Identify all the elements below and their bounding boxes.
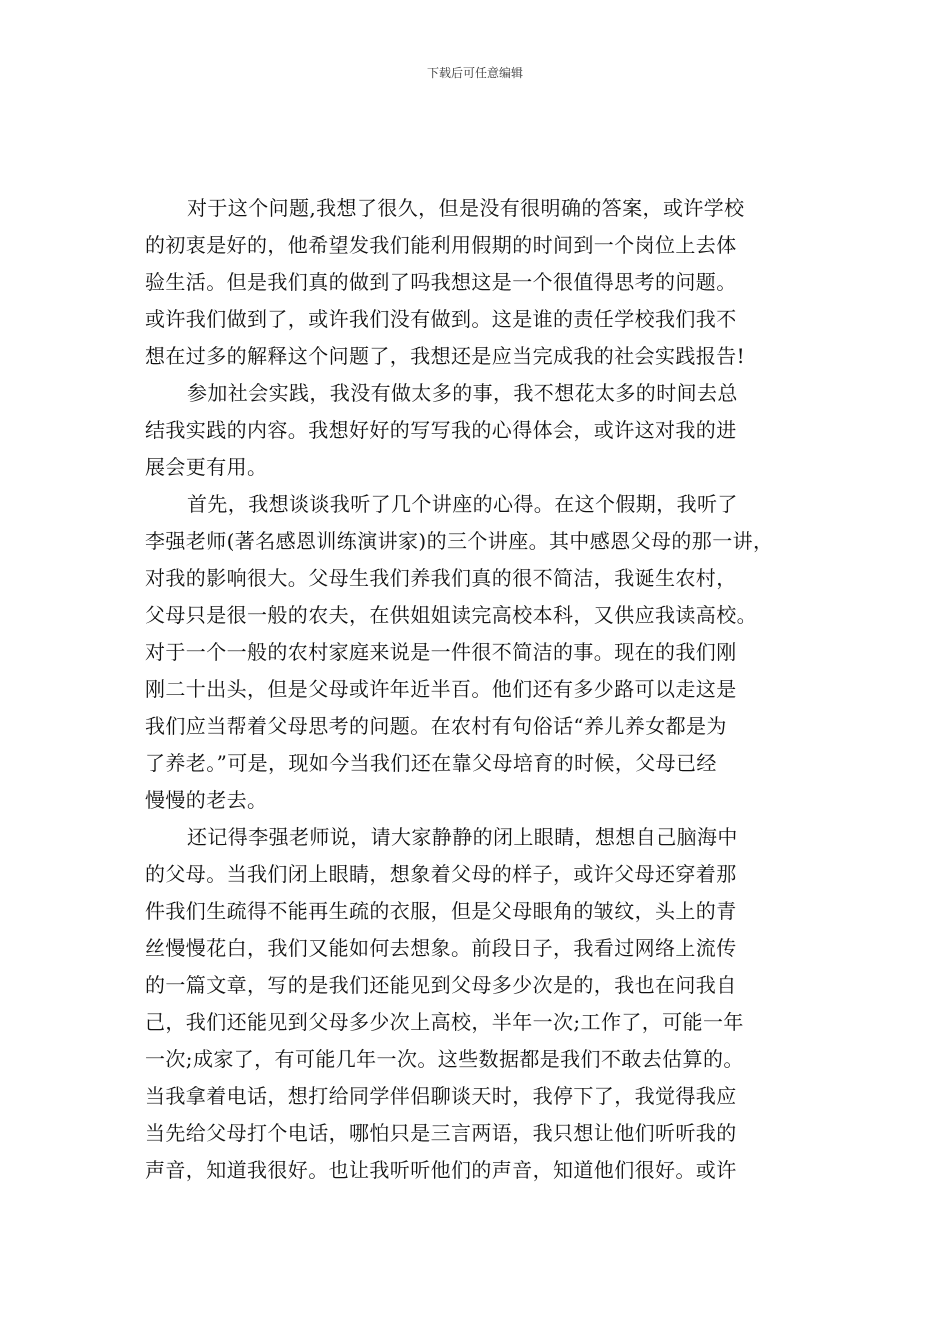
text-line: 的一篇文章，写的是我们还能见到父母多少次是的，我也在问我自 xyxy=(145,973,737,997)
document-body xyxy=(145,190,825,1189)
text-line: 慢慢的老去。 xyxy=(145,788,268,812)
text-line: 对于这个问题,我想了很久，但是没有很明确的答案，或许学校 xyxy=(187,196,745,220)
text-line: 验生活。但是我们真的做到了吗我想这是一个很值得思考的问题。 xyxy=(145,270,737,294)
text-line: 当先给父母打个电话，哪怕只是三言两语，我只想让他们听听我的 xyxy=(145,1121,737,1145)
text-line: 对我的影响很大。父母生我们养我们真的很不简洁，我诞生农村， xyxy=(145,566,737,590)
text-line: 的父母。当我们闭上眼睛，想象着父母的样子，或许父母还穿着那 xyxy=(145,862,737,886)
text-line: 结我实践的内容。我想好好的写写我的心得体会，或许这对我的进 xyxy=(145,418,737,442)
text-line: 的初衷是好的，他希望发我们能利用假期的时间到一个岗位上去体 xyxy=(145,233,737,257)
paragraph-1 xyxy=(145,190,825,375)
text-line: 对于一个一般的农村家庭来说是一件很不简洁的事。现在的我们刚 xyxy=(145,640,737,664)
paragraph-2 xyxy=(145,375,825,486)
text-line: 当我拿着电话，想打给同学伴侣聊谈天时，我停下了，我觉得我应 xyxy=(145,1084,737,1108)
text-line: 己，我们还能见到父母多少次上高校，半年一次;工作了，可能一年 xyxy=(145,1010,744,1034)
text-line: 李强老师(著名感恩训练演讲家)的三个讲座。其中感恩父母的那一讲， xyxy=(145,529,774,553)
text-line: 声音，知道我很好。也让我听听他们的声音，知道他们很好。或许 xyxy=(145,1158,737,1182)
text-line: 我们应当帮着父母思考的问题。在农村有句俗话“养儿养女都是为 xyxy=(145,714,727,738)
text-line: 想在过多的解释这个问题了，我想还是应当完成我的社会实践报告! xyxy=(145,344,746,368)
paragraph-4 xyxy=(145,819,825,1189)
text-line: 或许我们做到了，或许我们没有做到。这是谁的责任学校我们我不 xyxy=(145,307,737,331)
text-line: 件我们生疏得不能再生疏的衣服，但是父母眼角的皱纹，头上的青 xyxy=(145,899,737,923)
page-header: 下载后可任意编辑 xyxy=(426,66,523,80)
text-line: 参加社会实践，我没有做太多的事，我不想花太多的时间去总 xyxy=(187,381,738,405)
text-line: 展会更有用。 xyxy=(145,455,268,479)
text-line: 父母只是很一般的农夫，在供姐姐读完高校本科，又供应我读高校。 xyxy=(145,603,757,627)
text-line: 一次;成家了，有可能几年一次。这些数据都是我们不敢去估算的。 xyxy=(145,1047,744,1071)
paragraph-3 xyxy=(145,486,825,819)
text-line: 刚二十出头，但是父母或许年近半百。他们还有多少路可以走这是 xyxy=(145,677,737,701)
text-line: 丝慢慢花白，我们又能如何去想象。前段日子，我看过网络上流传 xyxy=(145,936,737,960)
text-line: 首先，我想谈谈我听了几个讲座的心得。在这个假期，我听了 xyxy=(187,492,738,516)
text-line: 了养老。”可是，现如今当我们还在靠父母培育的时候，父母已经 xyxy=(145,751,717,775)
text-line: 还记得李强老师说，请大家静静的闭上眼睛，想想自己脑海中 xyxy=(187,825,738,849)
